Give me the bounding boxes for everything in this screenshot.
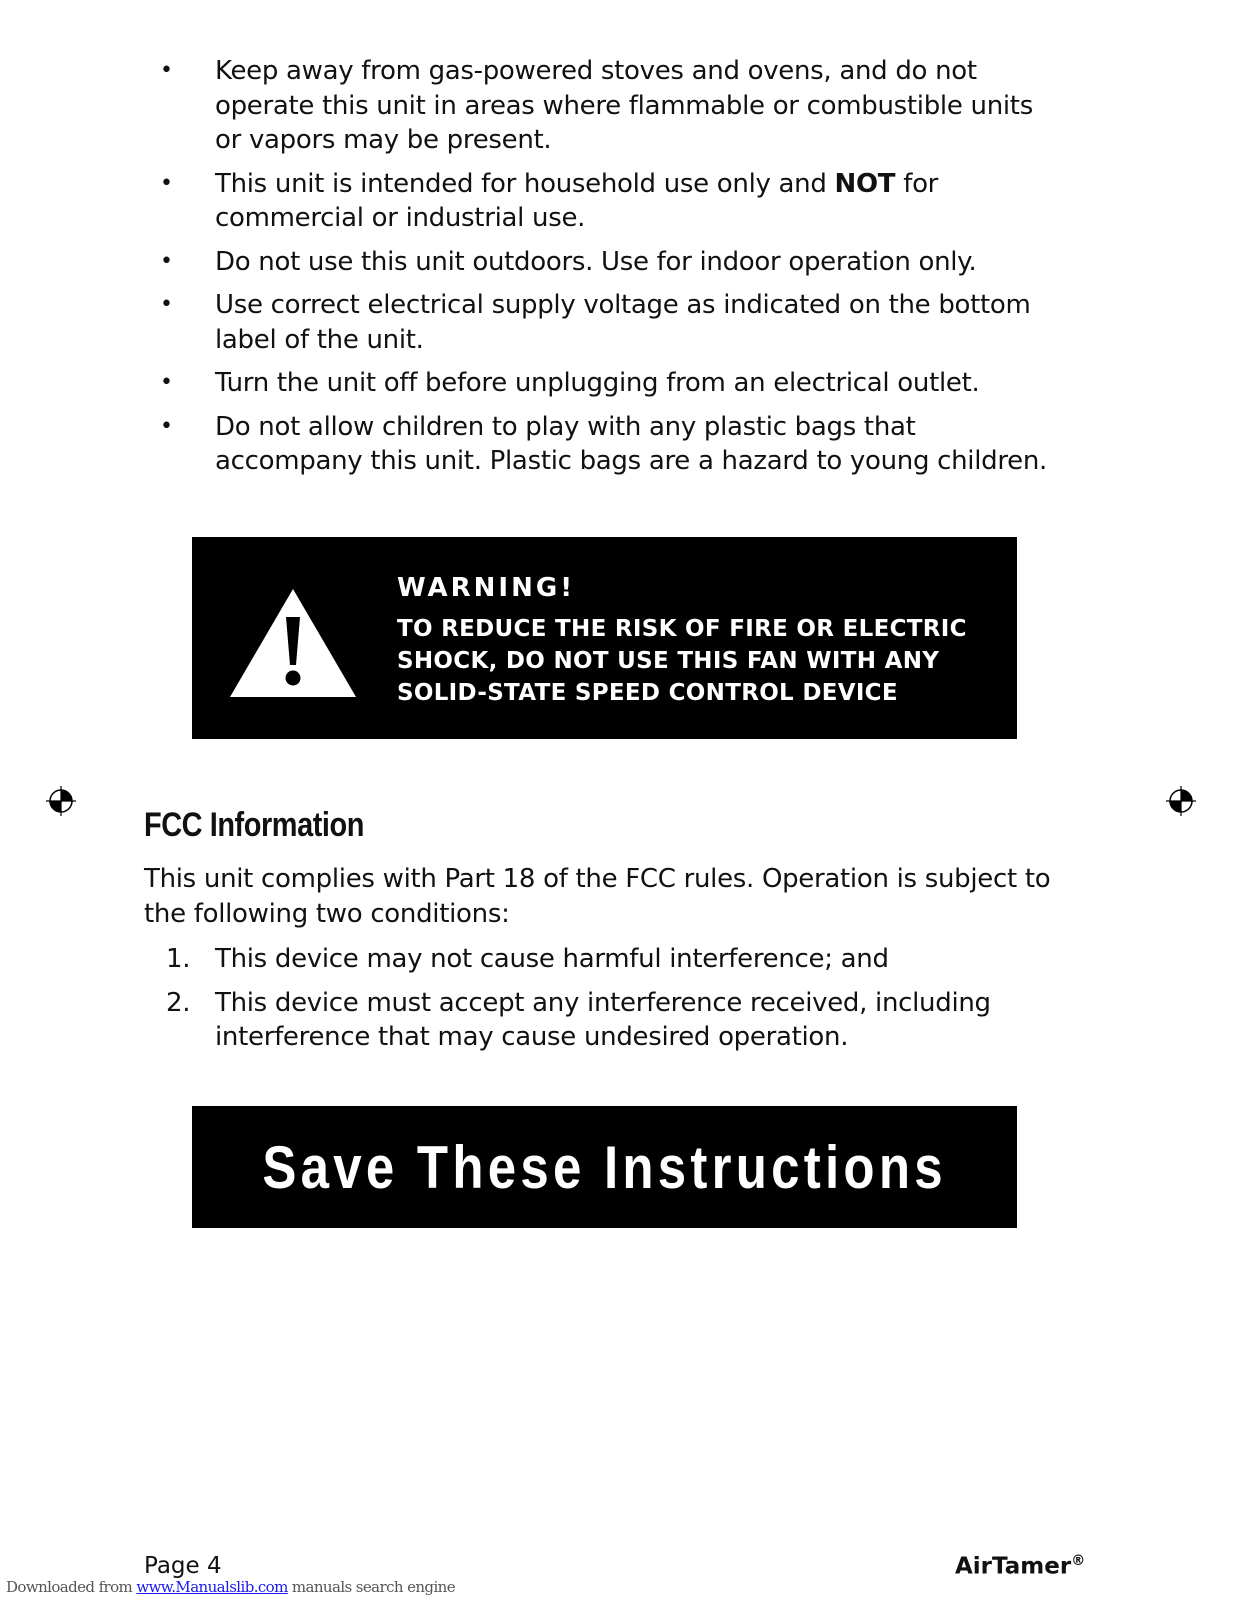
- bullet-item: [160, 245, 1060, 280]
- bullet-item: [160, 366, 1060, 401]
- bullet-marker: •: [160, 58, 173, 83]
- save-instructions-banner: [192, 1106, 1017, 1228]
- warning-line: SOLID-STATE SPEED CONTROL DEVICE: [397, 680, 898, 706]
- fcc-intro: This unit complies with Part 18 of the FCC rules. Operation is subject to the following two conditions:: [144, 864, 1051, 929]
- condition-number: 2.: [166, 987, 191, 1018]
- warning-triangle-icon: [228, 587, 358, 699]
- bullet-text: Do not allow children to play with any plastic bags that accompany this unit. Plastic bags are a hazard to young children.: [215, 411, 1048, 476]
- bullet-marker: •: [160, 248, 173, 274]
- fcc-conditions-list: [166, 942, 1066, 1064]
- registered-mark: ®: [1071, 1553, 1086, 1569]
- bullet-text: Use correct electrical supply voltage as indicated on the bottom label of the unit.: [215, 290, 1031, 355]
- warning-line: SHOCK, DO NOT USE THIS FAN WITH ANY: [397, 648, 940, 674]
- bullet-text-after: for commercial or industrial use.: [215, 168, 939, 233]
- bullet-emphasis: NOT: [834, 168, 896, 199]
- fcc-heading: FCC Information: [144, 806, 364, 844]
- safety-bullet-list: [160, 54, 1060, 488]
- brand-text: AirTamer: [955, 1553, 1072, 1580]
- bullet-marker: •: [160, 413, 173, 439]
- bullet-item: [160, 288, 1060, 357]
- brand-name: [955, 1553, 1085, 1580]
- warning-line: TO REDUCE THE RISK OF FIRE OR ELECTRIC: [397, 616, 967, 642]
- footer-suffix: manuals search engine: [287, 1578, 455, 1596]
- condition-number: 1.: [166, 944, 191, 974]
- bullet-text: Turn the unit off before unplugging from an electrical outlet.: [215, 368, 980, 398]
- download-footer: [6, 1578, 455, 1596]
- condition-item: [166, 942, 1066, 977]
- bullet-marker: •: [160, 170, 173, 196]
- bullet-item: [160, 167, 1060, 236]
- bullet-marker: •: [160, 370, 173, 395]
- warning-text: [397, 613, 987, 709]
- warning-box: [192, 537, 1017, 739]
- condition-item: [166, 986, 1066, 1055]
- page-number: Page 4: [144, 1553, 222, 1579]
- bullet-item: [160, 410, 1060, 479]
- bullet-text: Keep away from gas-powered stoves and ovens, and do not operate this unit in areas where flammable or combustible units or vapors may be present.: [215, 56, 1033, 155]
- condition-text: This device may not cause harmful interference; and: [215, 944, 889, 974]
- manualslib-link[interactable]: www.Manualslib.com: [136, 1578, 288, 1596]
- footer-prefix: Downloaded from: [6, 1578, 137, 1596]
- bullet-text-before: This unit is intended for household use only and: [215, 168, 835, 199]
- save-instructions-text: Save These Instructions: [262, 1133, 947, 1201]
- warning-title: WARNING!: [397, 573, 576, 603]
- bullet-marker: •: [160, 292, 173, 317]
- condition-text: This device must accept any interference received, including interference that may cause undesired operation.: [215, 987, 991, 1052]
- bullet-item: [160, 54, 1060, 158]
- registration-mark-icon: [1166, 786, 1196, 816]
- registration-mark-icon: [46, 786, 76, 816]
- bullet-text: Do not use this unit outdoors. Use for indoor operation only.: [215, 246, 977, 277]
